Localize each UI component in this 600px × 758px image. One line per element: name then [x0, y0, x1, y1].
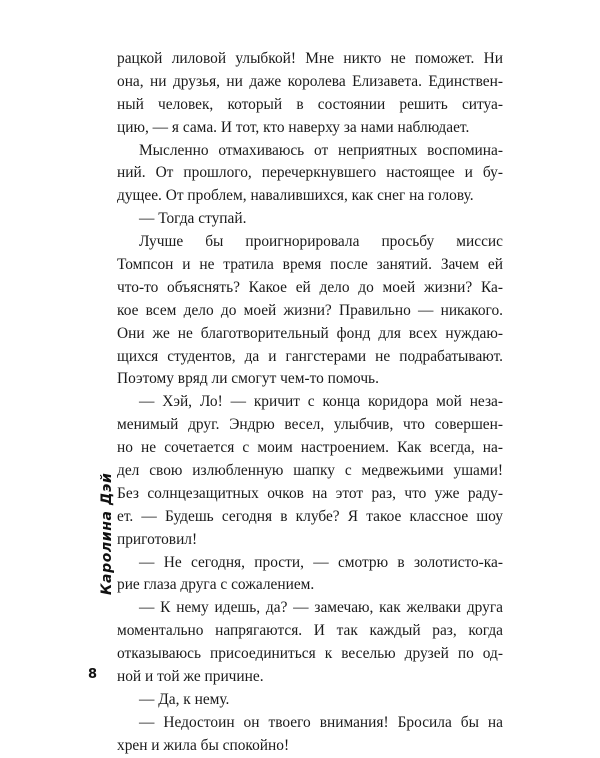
- text-line: — Тогда ступай.: [139, 210, 247, 228]
- text-line: — Хэй, Ло! — кричит с конца коридора мой неза-: [139, 393, 503, 411]
- text-line: что-то объяснять? Какое ей дело до моей жизни? Ка-: [117, 278, 503, 296]
- text-line: — Недостоин он твоего внимания! Бросила бы на: [139, 713, 503, 731]
- text-line: моментально напрягаются. И так каждый раз, когда: [117, 622, 503, 640]
- text-line: отказываюсь присоединиться к веселью друзей по од-: [117, 645, 503, 663]
- text-line: — К нему идешь, да? — замечаю, как желваки друга: [139, 599, 503, 617]
- text-line: она, ни друзья, ни даже королева Елизавета. Единствен-: [117, 72, 503, 90]
- text-line: рацкой лиловой улыбкой! Мне никто не поможет. Ни: [117, 50, 503, 67]
- text-line: Мысленно отмахиваюсь от неприятных воспомина-: [139, 141, 503, 159]
- text-line: приготовил!: [117, 530, 198, 548]
- running-head-author: Каролина Дэй: [99, 472, 115, 595]
- text-line: хрен и жила бы спокойно!: [117, 736, 290, 754]
- page-number: 8: [88, 667, 98, 682]
- text-line: Поэтому вряд ли смогут чем-то помочь.: [117, 370, 379, 388]
- text-line: ет. — Будешь сегодня в клубе? Я такое классное шоу: [117, 507, 503, 525]
- body-text: [117, 48, 503, 758]
- text-line: цию, — я сама. И тот, кто наверху за нами наблюдает.: [117, 118, 470, 136]
- text-line: Томпсон и не тратила время после занятий. Зачем ей: [117, 256, 503, 274]
- text-line: — Да, к нему.: [139, 690, 230, 708]
- text-line: щихся студентов, да и гангстерами не подрабатывают.: [117, 347, 503, 365]
- text-line: Они же не благотворительный фонд для всех нуждаю-: [117, 324, 503, 342]
- text-line: — Не сегодня, прости, — смотрю в золотисто-ка-: [139, 553, 503, 571]
- text-line: Лучше бы проигнорировала просьбу миссис: [139, 233, 503, 251]
- text-line: менимый друг. Эндрю весел, улыбчив, что совершен-: [117, 416, 503, 434]
- text-line: Без солнцезащитных очков на этот раз, что уже раду-: [117, 484, 503, 502]
- text-line: дущее. От проблем, навалившихся, как снег на голову.: [117, 187, 474, 205]
- text-line: дел свою излюбленную шапку с медвежьими ушами!: [117, 462, 503, 480]
- text-line: кое всем дело до моей жизни? Правильно — никакого.: [117, 301, 503, 319]
- text-line: ний. От прошлого, перечеркнувшего настоящее и бу-: [117, 164, 503, 182]
- text-line: ной и той же причине.: [117, 668, 264, 686]
- text-line: рие глаза друга с сожалением.: [117, 576, 315, 594]
- text-line: но не сочетается с моим настроением. Как всегда, на-: [117, 439, 503, 457]
- text-line: ный человек, который в состоянии решить ситуа-: [117, 95, 503, 113]
